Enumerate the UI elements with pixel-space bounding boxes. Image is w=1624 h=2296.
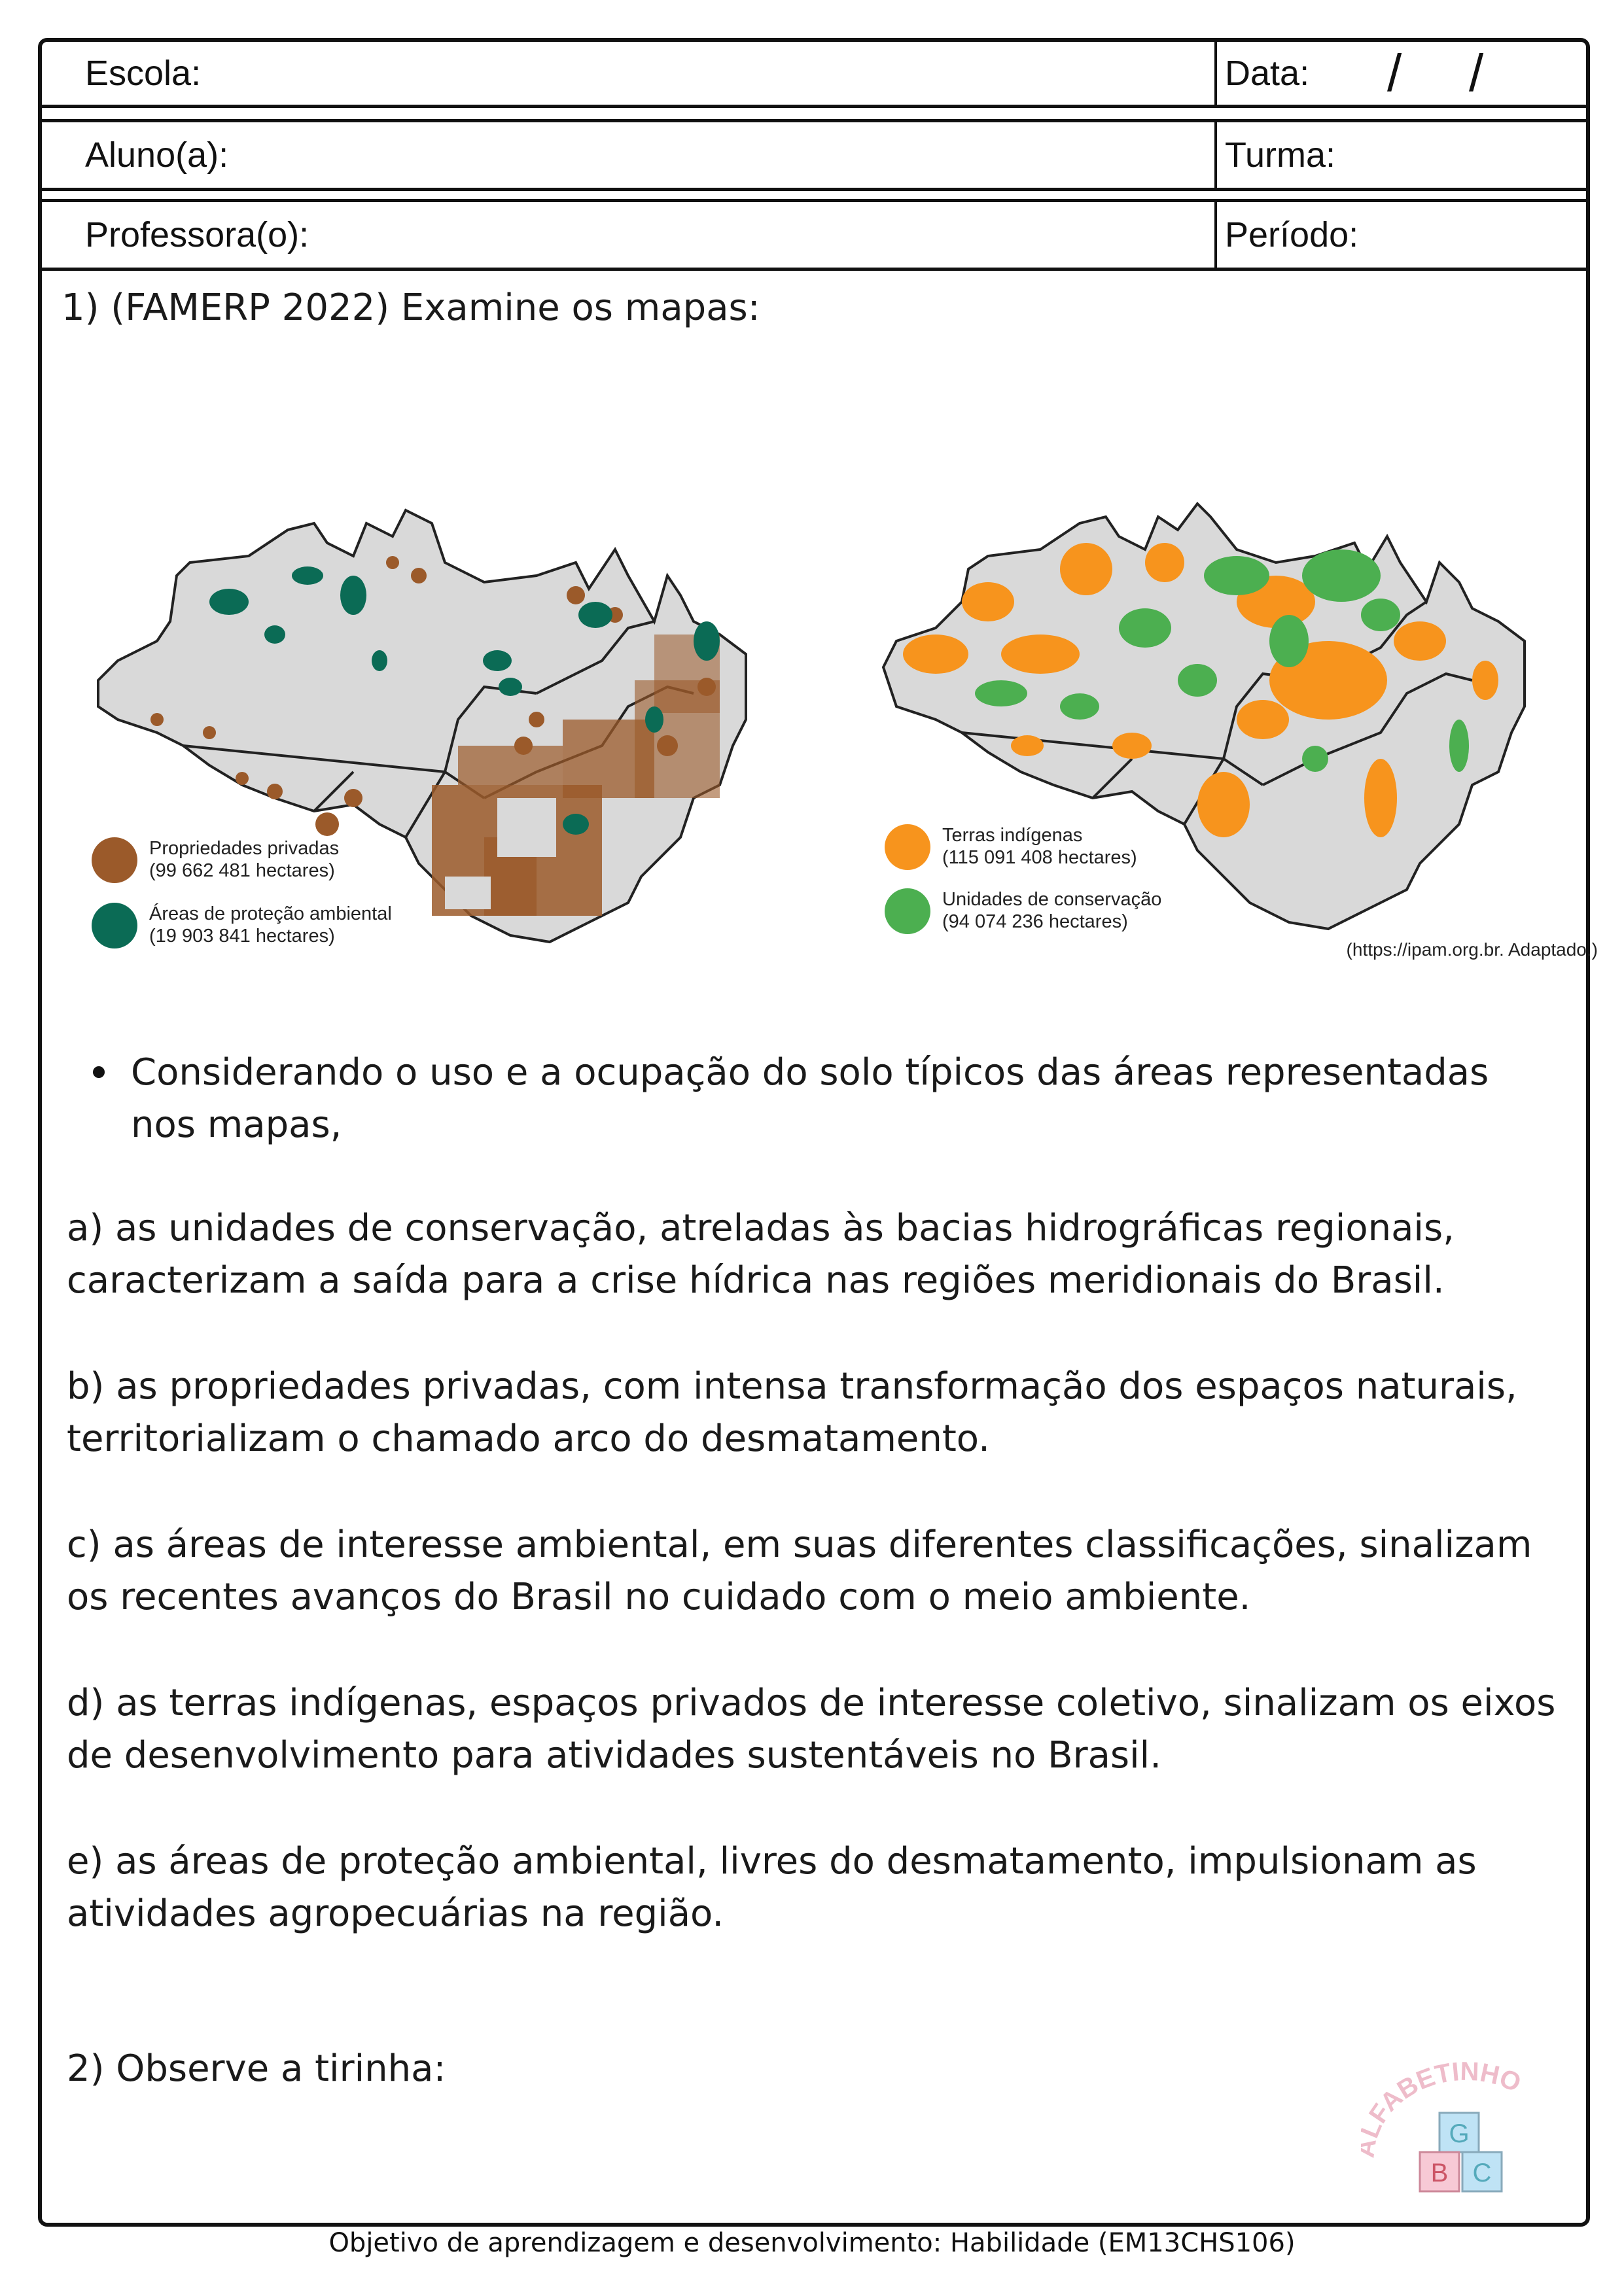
period-label: Período:	[1225, 215, 1359, 254]
date-label: Data:	[1225, 54, 1310, 93]
class-field[interactable]	[1217, 122, 1586, 188]
header-row-teacher	[42, 199, 1586, 271]
alfabetinho-logo	[1361, 2061, 1570, 2204]
footer-objective: Objetivo de aprendizagem e desenvolvimento: Habilidade (EM13CHS106)	[328, 2228, 1296, 2258]
student-label: Aluno(a):	[85, 135, 229, 175]
svg-text:G: G	[1449, 2119, 1470, 2148]
header-row-school	[42, 42, 1586, 108]
map-source: (https://ipam.org.br. Adaptado.)	[1346, 939, 1598, 960]
legend-label-protection: Áreas de proteção ambiental	[149, 903, 392, 924]
header-row-student	[42, 119, 1586, 191]
legend-value-indigenous: (115 091 408 hectares)	[942, 847, 1137, 868]
legend-brown-swatch	[92, 837, 137, 883]
teacher-field[interactable]	[42, 202, 1217, 268]
bullet-text: Considerando o uso e a ocupação do solo típicos das áreas representadas nos mapas,	[131, 1051, 1489, 1146]
map-indigenous-conservation	[870, 379, 1551, 968]
question-1-title: 1) (FAMERP 2022) Examine os mapas:	[62, 287, 760, 329]
legend-value-private: (99 662 481 hectares)	[149, 860, 335, 881]
logo-text: FABETINHO	[1363, 2061, 1525, 2129]
school-field[interactable]	[42, 42, 1217, 105]
bullet-dot-icon	[93, 1066, 105, 1078]
option-e[interactable]: e) as áreas de proteção ambiental, livres do desmatamento, impulsionam as atividades agropecuárias na região.	[67, 1840, 1477, 1935]
legend-label-indigenous: Terras indígenas	[942, 825, 1083, 846]
legend-orange-swatch	[885, 824, 930, 870]
svg-text:C: C	[1472, 2159, 1492, 2187]
legend-label-private: Propriedades privadas	[149, 838, 340, 859]
date-slash-1: /	[1387, 44, 1402, 102]
legend-darkgreen-swatch	[92, 903, 137, 948]
class-label: Turma:	[1225, 135, 1336, 175]
brazil-legal-amazon-map-right	[870, 379, 1551, 968]
option-c[interactable]: c) as áreas de interesse ambiental, em suas diferentes classificações, sinalizam os recentes avanços do Brasil no cuidado com o meio ambiente.	[67, 1523, 1532, 1618]
teacher-label: Professora(o):	[85, 215, 309, 254]
option-d[interactable]: d) as terras indígenas, espaços privados de interesse coletivo, sinalizam os eixos de desenvolvimento para atividades sustentáveis no Brasil.	[67, 1682, 1556, 1777]
option-a[interactable]: a) as unidades de conservação, atreladas às bacias hidrográficas regionais, caracterizam a saída para a crise hídrica nas regiões meridionais do Brasil.	[67, 1207, 1455, 1302]
map-private-properties	[79, 379, 785, 968]
school-label: Escola:	[85, 54, 202, 93]
date-field[interactable]	[1217, 42, 1586, 105]
legend-value-conservation: (94 074 236 hectares)	[942, 911, 1128, 932]
legend-green-swatch	[885, 888, 930, 934]
legend-label-conservation: Unidades de conservação	[942, 889, 1162, 910]
date-slash-2: /	[1469, 44, 1484, 102]
svg-text:B: B	[1430, 2159, 1449, 2187]
legend-value-protection: (19 903 841 hectares)	[149, 926, 335, 947]
student-field[interactable]	[42, 122, 1217, 188]
option-b[interactable]: b) as propriedades privadas, com intensa transformação dos espaços naturais, territorializam o chamado arco do desmatamento.	[67, 1365, 1517, 1460]
period-field[interactable]	[1217, 202, 1586, 268]
question-2-title: 2) Observe a tirinha:	[67, 2047, 446, 2090]
alfabetinho-logo-icon	[1361, 2061, 1570, 2204]
